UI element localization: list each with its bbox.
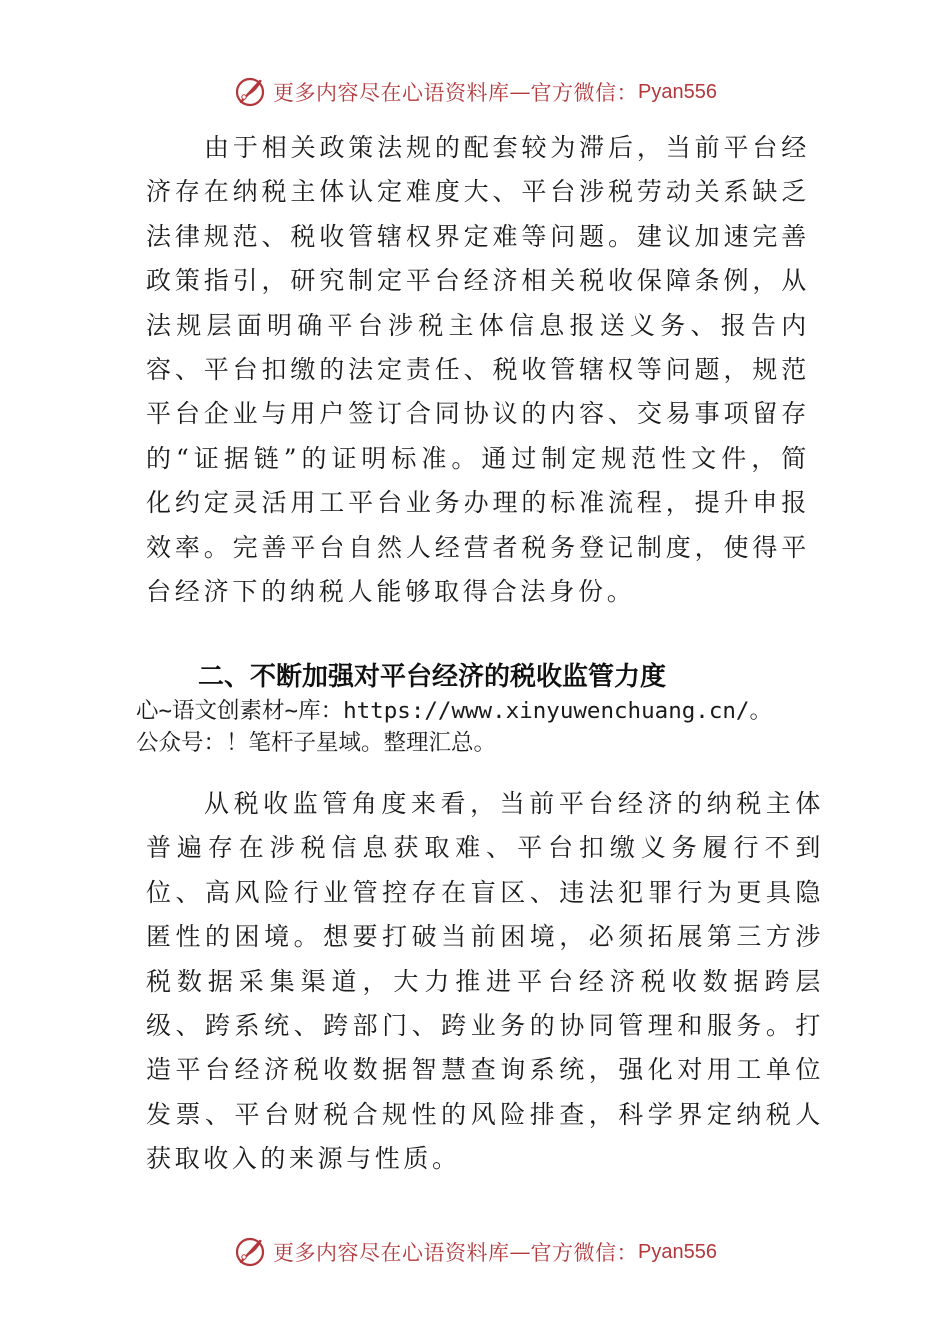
paragraph-2: 从税收监管角度来看，当前平台经济的纳税主体普遍存在涉税信息获取难、平台扣缴义务履行不到位、高风险行业管控存在盲区、违法犯罪行为更具隐匿性的困境。想要打破当前困境，必须拓展第三方涉税数据采集渠道，大力推进平台经济税收数据跨层级、跨系统、跨部门、跨业务的协同管理和服务。打造平台经济税收数据智慧查询系统，强化对用工单位发票、平台财税合规性的风险排查，科学界定纳税人获取收入的来源与性质。 — [146, 789, 824, 1174]
header-separator: — — [509, 80, 531, 104]
footer-separator: — — [509, 1240, 531, 1264]
footer-slogan: 更多内容尽在心语资料库 — [273, 1241, 510, 1265]
source-notice — [136, 695, 772, 759]
paragraph-1: 由于相关政策法规的配套较为滞后，当前平台经济存在纳税主体认定难度大、平台涉税劳动关系缺乏法律规范、税收管辖权界定难等问题。建议加速完善政策指引，研究制定平台经济相关税收保障条例，从法规层面明确平台涉税主体信息报送义务、报告内容、平台扣缴的法定责任、税收管辖权等问题，规范平台企业与用户签订合同协议的内容、交易事项留存的“证据链”的证明标准。通过制定规范性文件，简化约定灵活用工平台业务办理的标准流程，提升申报效率。完善平台自然人经营者税务登记制度，使得平台经济下的纳税人能够取得合法身份。 — [146, 133, 810, 607]
header-wechat-id: Pyan556 — [638, 80, 717, 103]
source-notice-line-2: 公众号：！笔杆子星域。整理汇总。 — [136, 730, 497, 756]
header-wechat-label: 官方微信： — [530, 81, 639, 105]
header-banner — [0, 72, 950, 112]
quill-pen-logo-icon — [233, 1235, 267, 1269]
footer-banner — [0, 1232, 950, 1272]
footer-wechat-id: Pyan556 — [638, 1240, 717, 1263]
header-slogan: 更多内容尽在心语资料库 — [273, 81, 510, 105]
quill-pen-logo-icon — [233, 75, 267, 109]
section-heading: 二、不断加强对平台经济的税收监管力度 — [198, 662, 667, 692]
footer-wechat-label: 官方微信： — [530, 1241, 639, 1265]
source-notice-line-1: 心~语文创素材~库：https://www.xinyuwenchuang.cn/。 — [136, 698, 772, 724]
